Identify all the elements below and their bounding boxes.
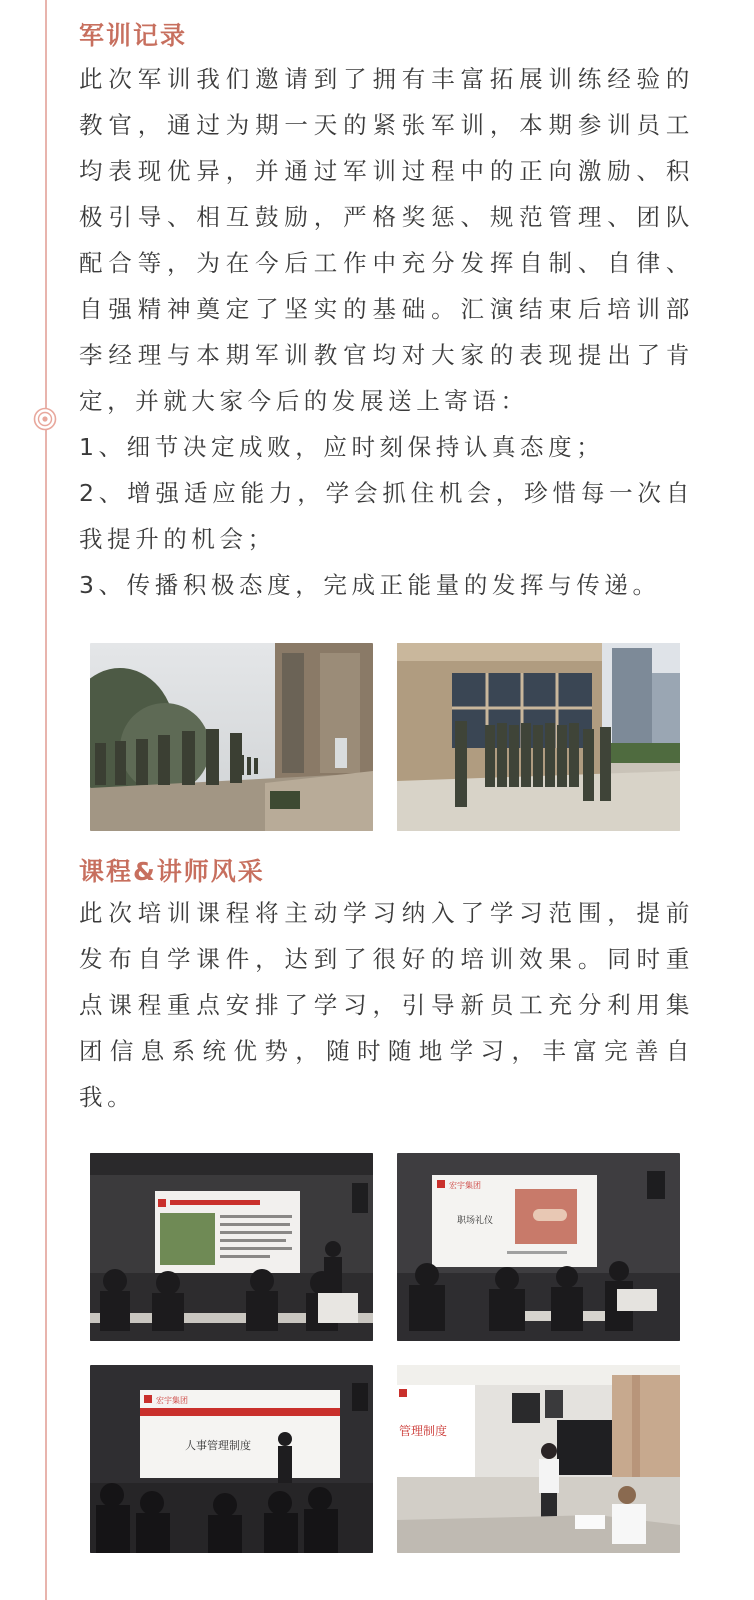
section-heading-course-lecturer: 课程&讲师风采 bbox=[79, 857, 265, 886]
advice-item-1: 1、细节决定成败，应时刻保持认真态度； bbox=[79, 433, 605, 461]
course-text bbox=[79, 890, 694, 1120]
slide-brand-text: 宏宇集团 bbox=[449, 1181, 481, 1190]
advice-item-2: 2、增强适应能力，学会抓住机会，珍惜每一次自我提升的机会； bbox=[79, 479, 694, 553]
slide-etiquette-title: 职场礼仪 bbox=[457, 1216, 494, 1226]
photo-classroom-hr-policy bbox=[90, 1365, 373, 1553]
photo-classroom-etiquette bbox=[397, 1153, 680, 1341]
slide-hr-brand-text: 宏宇集团 bbox=[156, 1396, 188, 1405]
photo-classroom-presentation bbox=[90, 1153, 373, 1341]
military-training-text bbox=[79, 56, 694, 608]
photo-military-lineup bbox=[397, 643, 680, 831]
photo-classroom-management bbox=[397, 1365, 680, 1553]
slide-management-title: 管理制度 bbox=[399, 1424, 448, 1438]
slide-hr-title: 人事管理制度 bbox=[185, 1439, 251, 1452]
military-training-paragraph: 此次军训我们邀请到了拥有丰富拓展训练经验的教官，通过为期一天的紧张军训，本期参训员工均表现优异，并通过军训过程中的正向激励、积极引导、相互鼓励，严格奖惩、规范管理、团队配合等，为在今后工作中充分发挥自制、自律、自强精神奠定了坚实的基础。汇演结束后培训部李经理与本期军训教官均对大家的表现提出了肯定，并就大家今后的发展送上寄语： bbox=[79, 65, 694, 415]
timeline-line bbox=[45, 0, 47, 1600]
advice-item-3: 3、传播积极态度，完成正能量的发挥与传递。 bbox=[79, 571, 661, 599]
course-paragraph: 此次培训课程将主动学习纳入了学习范围，提前发布自学课件，达到了很好的培训效果。同时重点课程重点安排了学习，引导新员工充分利用集团信息系统优势，随时随地学习，丰富完善自我。 bbox=[79, 899, 694, 1111]
timeline-node-icon bbox=[33, 407, 57, 431]
photo-military-march bbox=[90, 643, 373, 831]
section-heading-military-training: 军训记录 bbox=[79, 21, 188, 50]
